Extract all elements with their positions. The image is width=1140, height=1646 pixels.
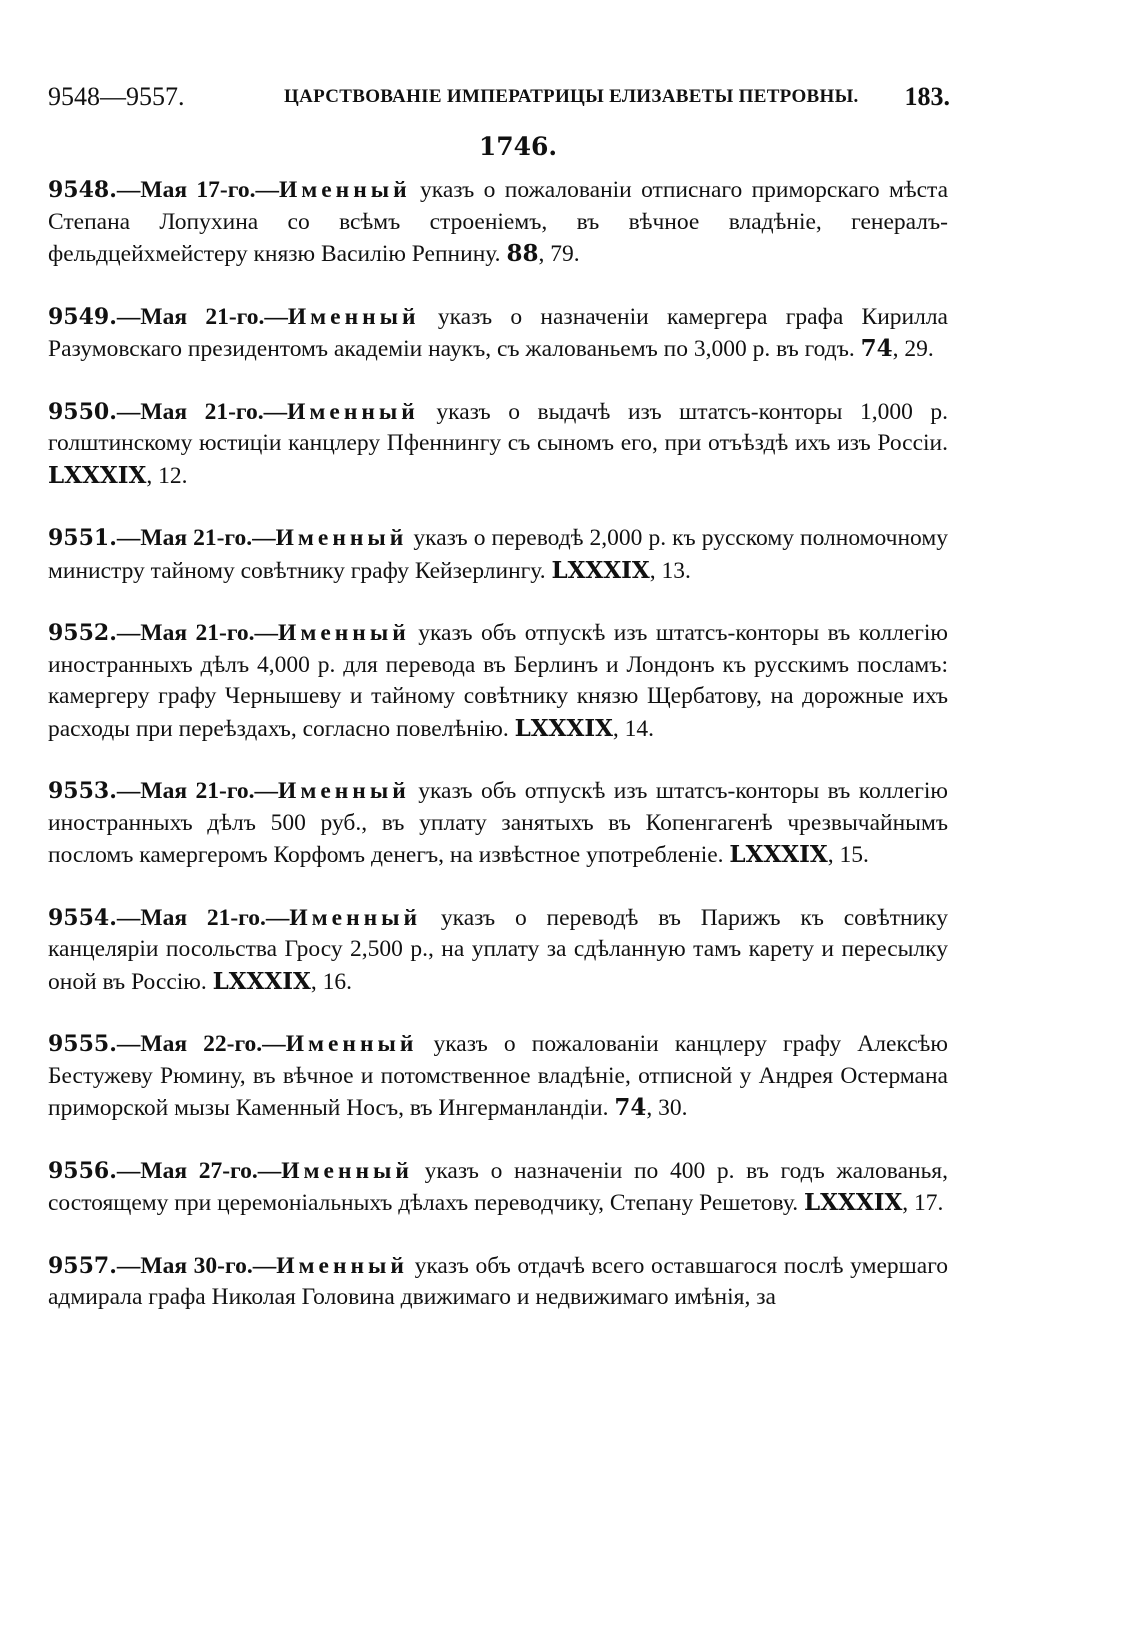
entry-number: 9552.	[48, 620, 117, 646]
entry-number: 9550.	[48, 398, 117, 425]
entry-type: Именный	[289, 904, 422, 931]
decree-entry	[48, 302, 948, 366]
entry-page: , 16.	[310, 968, 353, 995]
page-number: 183.	[904, 82, 950, 111]
entry-text: указъ объ отдачѣ всего оставшагося послѣ умершаго адмирала графа Николая Головина движимаго и недвижимаго имѣнія, за	[48, 1252, 948, 1310]
entry-volume: 74	[860, 335, 893, 362]
entry-volume: 88	[506, 240, 539, 267]
entry-volume: LXXXIX	[514, 714, 613, 742]
entry-number: 9555.	[48, 1031, 117, 1057]
entry-type: Именный	[278, 620, 410, 646]
entry-volume: LXXXIX	[48, 461, 147, 489]
decree-entry	[48, 618, 948, 745]
entry-text: указъ о пожалованіи отписнаго приморскаго мѣста Степана Лопухина со всѣмъ строеніемъ, въ вѣчное владѣніе, генералъ-фельдцейхмейстеру князю Василію Репнину.	[48, 177, 949, 267]
entry-number: 9556.	[48, 1157, 117, 1184]
entry-type: Именный	[285, 1031, 418, 1057]
entry-volume: LXXXIX	[212, 967, 311, 995]
entry-page: , 17.	[902, 1190, 944, 1216]
entry-type: Именный	[275, 525, 408, 551]
entry-number: 9551.	[48, 525, 117, 551]
entry-type: Именный	[281, 1157, 413, 1184]
entry-date: —Мая 27-го.—	[116, 1157, 282, 1184]
entry-date: —Мая 21-го.—	[116, 398, 288, 425]
entry-number: 9549.	[48, 303, 117, 330]
entry-page: , 14.	[612, 715, 655, 742]
decree-entry	[48, 1156, 948, 1220]
entry-text: указъ о переводѣ въ Парижъ къ совѣтнику канцеляріи посольства Гросу 2,500 р., на уплату за сдѣланную тамъ карету и пересылку оной въ Россію.	[48, 904, 948, 995]
entry-page: , 13.	[649, 557, 691, 584]
entry-range: 9548—9557.	[48, 82, 185, 111]
entry-number: 9548.	[48, 177, 117, 203]
entry-number: 9553.	[48, 778, 117, 804]
entry-type: Именный	[278, 177, 411, 203]
entry-page: , 30.	[646, 1095, 688, 1121]
entry-text: указъ объ отпускѣ изъ штатсъ-конторы въ коллегію иностранныхъ дѣлъ 500 руб., въ уплату занятыхъ въ Копенгагенѣ чрезвычайнымъ посломъ камергеромъ Корфомъ денегъ, на извѣстное употребленіе.	[48, 778, 948, 868]
year-heading: 1746.	[478, 132, 558, 161]
entry-date: —Мая 22-го.—	[116, 1031, 286, 1057]
entry-volume: LXXXIX	[729, 841, 828, 868]
entry-number: 9557.	[48, 1252, 117, 1279]
decree-entry	[48, 903, 948, 999]
decree-entry	[48, 776, 948, 872]
running-title: ЦАРСТВОВАНІЕ ИМПЕРАТРИЦЫ ЕЛИЗАВЕТЫ ПЕТРОВНЫ.	[284, 86, 859, 107]
entry-type: Именный	[287, 303, 420, 330]
entry-volume: LXXXIX	[803, 1189, 903, 1216]
entry-date: —Мая 21-го.—	[116, 303, 288, 330]
entry-volume: LXXXIX	[551, 556, 650, 584]
entry-text: указъ о переводѣ 2,000 р. къ русскому полномочному министру тайному совѣтнику графу Кейзерлингу.	[48, 525, 948, 584]
decree-entry	[48, 1029, 948, 1125]
entry-text: указъ о выдачѣ изъ штатсъ-конторы 1,000 р. голштинскому юстиціи канцлеру Пфеннингу съ сыномъ его, при отъѣздѣ ихъ изъ Россіи.	[48, 398, 948, 456]
decree-entry	[48, 397, 948, 493]
entry-text: указъ объ отпускѣ изъ штатсъ-конторы въ коллегію иностранныхъ дѣлъ 4,000 р. для перевода въ Берлинъ и Лондонъ къ русскимъ посламъ: камергеру графу Чернышеву и тайному совѣтнику князю Щербатову, на дорожные ихъ расходы при переѣздахъ, согласно повелѣнію.	[48, 620, 948, 742]
book-page	[48, 82, 948, 1314]
entry-text: указъ о пожалованіи канцлеру графу Алексѣю Бестужеву Рюмину, въ вѣчное и потомственное владѣніе, отписной у Андрея Остермана приморской мызы Каменный Носъ, въ Ингерманландіи.	[48, 1031, 948, 1121]
entry-page: , 15.	[827, 842, 869, 868]
entry-page: , 29.	[892, 336, 934, 362]
entries-list	[48, 175, 948, 1314]
entry-date: —Мая 21-го.—	[116, 620, 279, 646]
entry-page: , 79.	[538, 241, 580, 267]
entry-text: указъ о назначеніи по 400 р. въ годъ жалованья, состоящему при церемоніальныхъ дѣлахъ переводчику, Степану Решетову.	[48, 1157, 948, 1216]
entry-page: , 12.	[146, 462, 188, 489]
entry-volume: 74	[614, 1094, 647, 1121]
entry-date: —Мая 21-го.—	[116, 525, 276, 551]
decree-entry	[48, 175, 948, 271]
entry-type: Именный	[276, 1252, 408, 1279]
decree-entry	[48, 523, 948, 587]
entry-date: —Мая 30-го.—	[116, 1252, 277, 1279]
entry-type: Именный	[287, 398, 419, 425]
decree-entry	[48, 1251, 948, 1314]
entry-date: —Мая 21-го.—	[116, 904, 290, 931]
entry-type: Именный	[278, 778, 410, 804]
entry-date: —Мая 17-го.—	[116, 177, 279, 203]
entry-number: 9554.	[48, 904, 117, 931]
entry-text: указъ о назначеніи камергера графа Кирилла Разумовскаго президентомъ академіи наукъ, съ жалованьемъ по 3,000 р. въ годъ.	[48, 303, 948, 362]
running-head	[48, 82, 948, 116]
entry-date: —Мая 21-го.—	[116, 778, 279, 804]
